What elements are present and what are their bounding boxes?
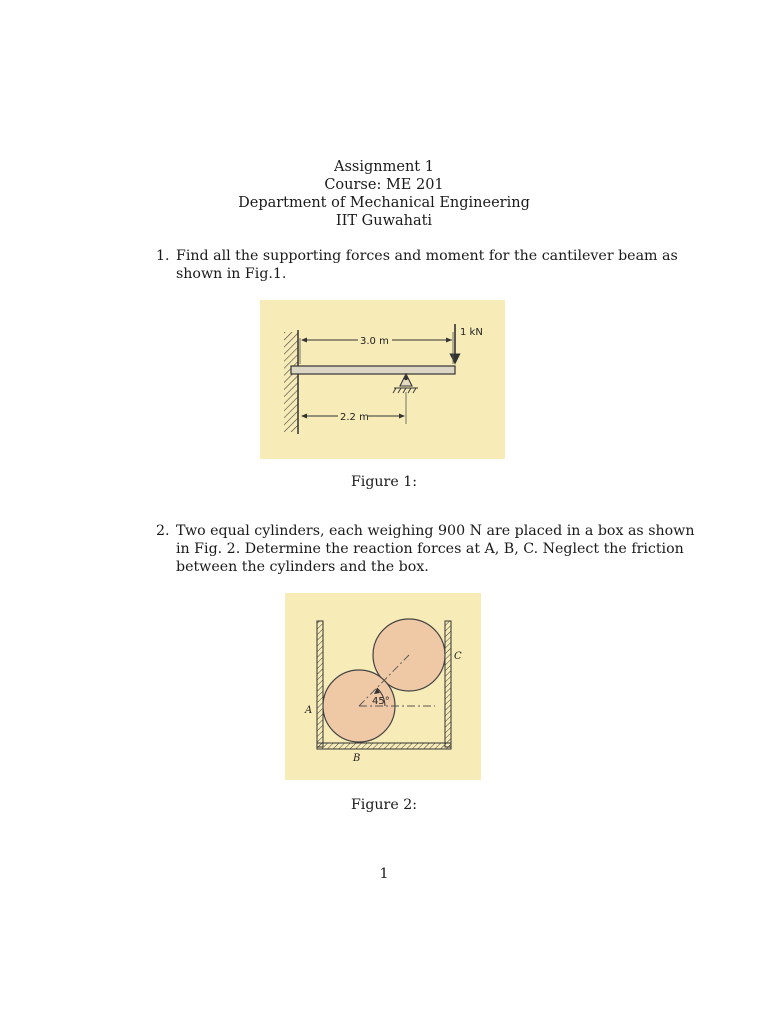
box-bottom (317, 743, 451, 749)
assignment-title: Assignment 1 (334, 159, 434, 175)
question-text-line: Two equal cylinders, each weighing 900 N are placed in a box as shown (176, 523, 695, 539)
contact-label-b: B (353, 753, 361, 764)
question-text-line: in Fig. 2. Determine the reaction forces at A, B, C. Neglect the friction (176, 541, 684, 557)
question-number: 2. (156, 523, 170, 539)
support-distance-label: 2.2 m (340, 412, 369, 423)
wall-hatching (284, 332, 298, 432)
figure-2-cylinders-in-box (285, 593, 481, 780)
pin (404, 376, 408, 380)
figure-2-caption: Figure 2: (350, 797, 418, 813)
contact-label-c: C (454, 651, 462, 662)
angle-label: 45° (372, 696, 390, 707)
question-1 (156, 247, 678, 283)
box-left-wall (317, 621, 323, 747)
question-text-line: Find all the supporting forces and moment for the cantilever beam as (176, 248, 678, 264)
institute-name: IIT Guwahati (335, 213, 433, 229)
course-code: Course: ME 201 (324, 177, 444, 193)
assignment-header (0, 158, 768, 230)
load-label: 1 kN (460, 327, 483, 338)
question-2 (156, 522, 695, 576)
contact-label-a: A (305, 705, 313, 716)
page-number: 1 (379, 866, 389, 882)
box-right-wall (445, 621, 451, 747)
question-text-line: shown in Fig.1. (176, 266, 287, 282)
beam (291, 366, 455, 374)
question-number: 1. (156, 248, 170, 264)
figure-1-cantilever-beam (260, 300, 505, 459)
figure-1-caption: Figure 1: (350, 474, 418, 490)
length-label: 3.0 m (360, 336, 389, 347)
department-name: Department of Mechanical Engineering (238, 195, 530, 211)
question-text-line: between the cylinders and the box. (176, 559, 429, 575)
